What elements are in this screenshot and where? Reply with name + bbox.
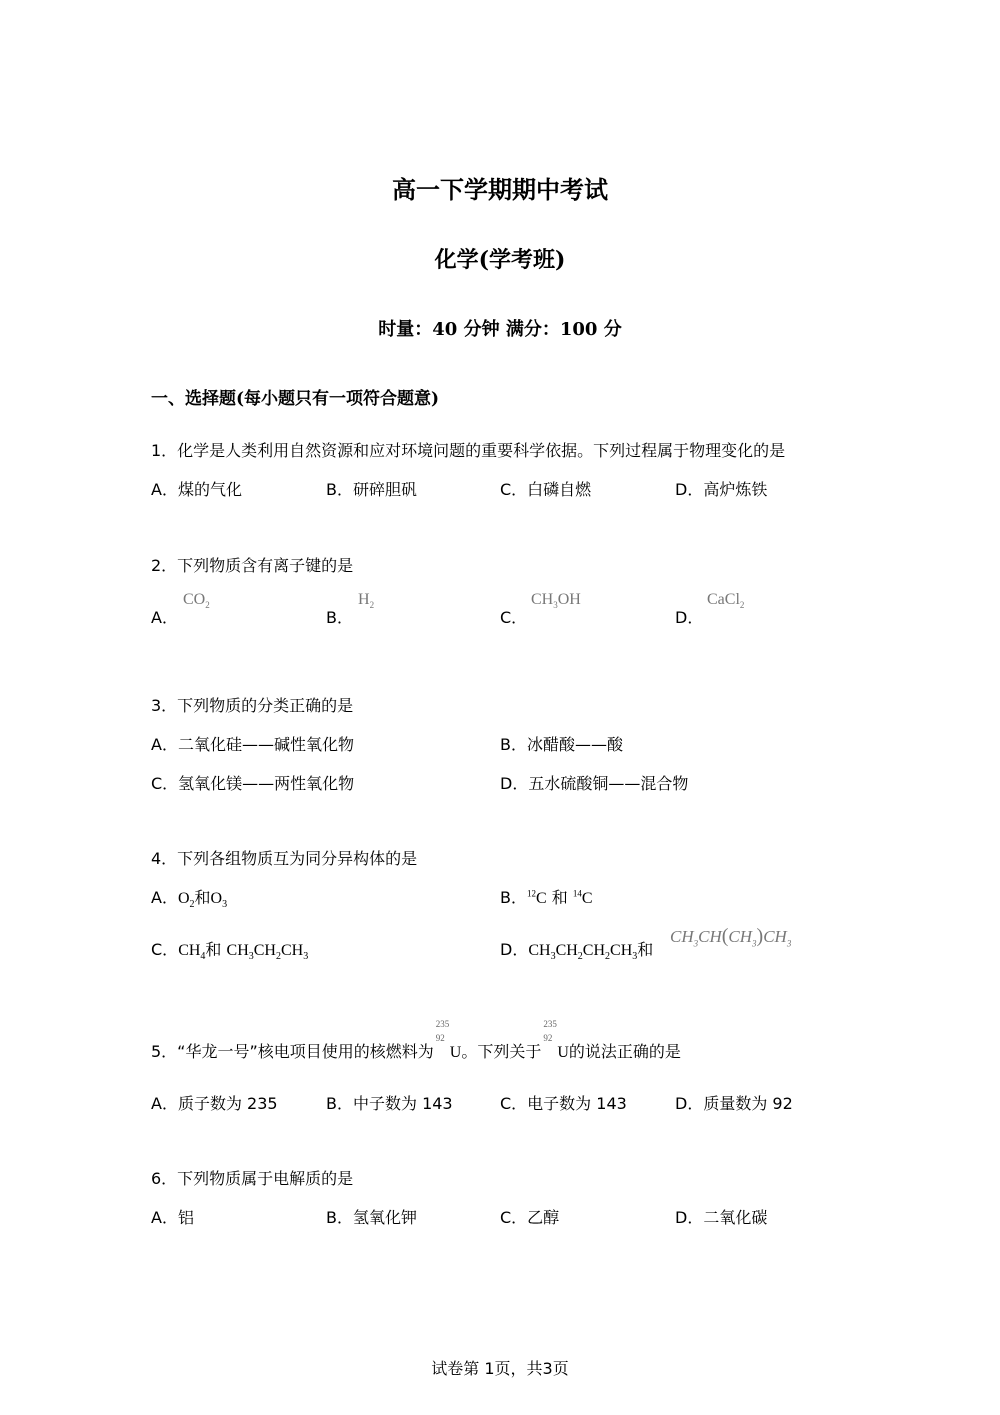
question-1-stem: 1．化学是人类利用自然资源和应对环境问题的重要科学依据。下列过程属于物理变化的是 [151,441,786,460]
question-2-option-d: D． [675,608,704,627]
question-3-option-d: D．五水硫酸铜——混合物 [500,774,689,793]
question-5-option-c: C．电子数为 143 [500,1094,627,1113]
question-5-option-d: D．质量数为 92 [675,1094,793,1113]
page-subtitle: 化学(学考班) [434,247,566,273]
question-2-option-c: C． [500,608,528,627]
question-1-option-b: B．研碎胆矾 [326,480,417,499]
question-3-option-c: C．氢氧化镁——两性氧化物 [151,774,355,793]
question-3-option-b: B．冰醋酸——酸 [500,735,623,754]
question-1-option-d: D．高炉炼铁 [675,480,768,499]
page-footer: 试卷第 1页，共3页 [431,1359,569,1378]
question-3-stem: 3．下列物质的分类正确的是 [151,696,354,715]
question-6-stem: 6．下列物质属于电解质的是 [151,1169,354,1188]
question-1-option-c: C．白磷自燃 [500,480,592,499]
question-2-formula-b: $H_2$ [358,591,375,611]
question-4-option-b: B．$^{12}$C 和 $^{14}$C [500,888,593,907]
nuclide-symbol: 235 92 [435,1019,450,1043]
question-6-option-d: D．二氧化碳 [675,1208,768,1227]
question-2-formula-a: $CO_2$ [183,591,210,611]
question-4-stem: 4．下列各组物质互为同分异构体的是 [151,849,418,868]
question-2-formula-c: $CH_3OH$ [531,591,581,611]
question-2-formula-d: CaCl$_2$ [707,591,745,611]
question-6-option-c: C．乙醇 [500,1208,560,1227]
exam-info: 时量：40 分钟 满分：100 分 [378,319,622,340]
question-6-option-b: B．氢氧化钾 [326,1208,417,1227]
section-heading: 一、选择题(每小题只有一项符合题意) [151,389,440,409]
question-3-option-a: A．二氧化硅——碱性氧化物 [151,735,354,754]
question-4-formula-d-isomer: $CH_3CH(CH_3)CH_3$ [670,925,792,949]
question-5-option-b: B．中子数为 143 [326,1094,453,1113]
question-5-option-a: A．质子数为 235 [151,1094,278,1113]
question-5-stem: 5．“华龙一号”核电项目使用的核燃料为 235 92 U。下列关于 235 92 U的说法正确的是 [151,1019,681,1061]
question-6-option-a: A．铝 [151,1208,194,1227]
question-4-option-d: D．$CH_3CH_2CH_2CH_3$和 [500,940,654,963]
question-2-option-b: B． [326,608,353,627]
page-title: 高一下学期期中考试 [392,175,608,204]
question-2-stem: 2．下列物质含有离子键的是 [151,556,354,575]
question-4-option-a: A．$O_2$和$O_3$ [151,888,228,911]
question-2-option-a: A． [151,608,178,627]
question-1-option-a: A．煤的气化 [151,480,242,499]
nuclide-symbol-2: 235 92 [543,1019,557,1043]
question-4-option-c: C．$CH_4$和 $CH_3CH_2CH_3$ [151,940,309,963]
